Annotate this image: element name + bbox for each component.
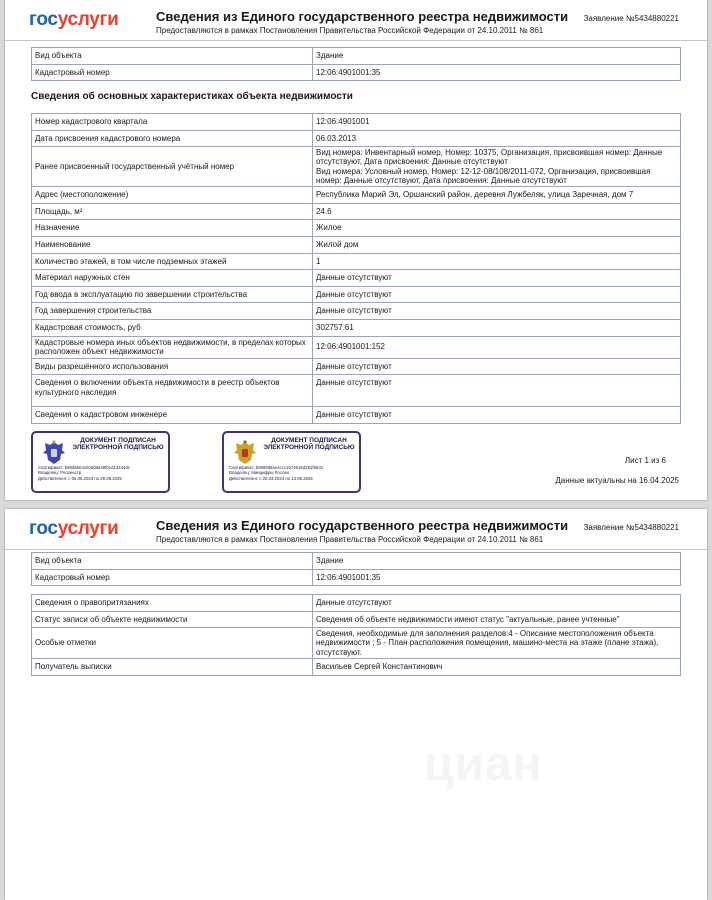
table-row [32,553,681,570]
logo-part-gos: гос [29,518,58,539]
row-value: Жилой дом [313,236,681,253]
row-value: Здание [313,48,681,65]
row-value: Здание [313,553,681,570]
row-label: Материал наружных стен [32,270,313,287]
stamp-details [38,465,166,481]
document-title: Сведения из Единого государственного реестра недвижимости [156,518,569,533]
document-page-1 [5,0,707,500]
row-value: 12:06:4901001:35 [313,64,681,81]
document-page-2 [5,509,707,900]
row-label: Статус записи об объекте недвижимости [32,611,313,628]
row-label: Виды разрешённого использования [32,358,313,375]
row-label: Год завершения строительства [32,303,313,320]
table-row [32,64,681,81]
row-value: 24.6 [313,203,681,220]
coat-of-arms-icon [232,439,258,467]
row-value: Вид номера: Инвентарный номер, Номер: 10375, Организация, присвоившая номер: Данные отсутствуют, Дата присвоения: Данные отсутствуют Вид номера: Условный номер, Номер: 12-12-08/108/2011-072, Организация, присвоившая номер: Данные отсутствуют, Дата присвоения: Данные отсутствуют [313,147,681,187]
table-row [32,303,681,320]
row-label: Назначение [32,220,313,237]
data-actuality-date: Данные актуальны на 16.04.2025 [555,476,679,485]
object-table [31,552,681,586]
row-value: Данные отсутствуют [313,358,681,375]
e-signature-stamp-rosreestr [31,431,170,493]
table-row [32,659,681,676]
row-label: Вид объекта [32,553,313,570]
row-value: 06.03.2013 [313,130,681,147]
stamp-title: ДОКУМЕНТ ПОДПИСАН ЭЛЕКТРОННОЙ ПОДПИСЬЮ [72,437,164,452]
stamp-title: ДОКУМЕНТ ПОДПИСАН ЭЛЕКТРОННОЙ ПОДПИСЬЮ [263,437,355,452]
row-value: 12:06:4901001:152 [313,336,681,358]
row-value: Васильев Сергей Константинович [313,659,681,676]
row-value: Данные отсутствуют [313,375,681,407]
e-signature-stamp-mintsifry [222,431,361,493]
section-title: Сведения об основных характеристиках объекта недвижимости [31,91,353,102]
row-value: Данные отсутствуют [313,286,681,303]
table-row [32,253,681,270]
row-label: Сведения о правопритязаниях [32,595,313,612]
row-value: Данные отсутствуют [313,270,681,287]
row-label: Ранее присвоенный государственный учётный номер [32,147,313,187]
stamp-details [229,465,357,481]
table-row [32,319,681,336]
table-row [32,220,681,237]
watermark [424,740,543,790]
row-label: Особые отметки [32,628,313,659]
row-value: Сведения об объекте недвижимости имеют статус "актуальные, ранее учтенные" [313,611,681,628]
table-row [32,114,681,131]
row-label: Сведения о кадастровом инженере [32,407,313,424]
statement-number: Заявление №5434880221 [583,14,679,23]
table-row [32,336,681,358]
table-row [32,270,681,287]
row-label: Сведения о включении объекта недвижимости в реестр объектов культурного наследия [32,375,313,407]
row-label: Площадь, м² [32,203,313,220]
table-row [32,236,681,253]
stamp-owner: Владелец: Росреестр [38,470,82,476]
row-label: Количество этажей, в том числе подземных этажей [32,253,313,270]
stamp-owner: Владелец: Минцифры России [229,470,289,476]
row-label: Вид объекта [32,48,313,65]
table-row [32,375,681,407]
row-label: Получатель выписки [32,659,313,676]
row-label: Наименование [32,236,313,253]
characteristics-table [31,113,681,424]
row-label: Год ввода в эксплуатацию по завершении строительства [32,286,313,303]
row-label: Номер кадастрового квартала [32,114,313,131]
logo-part-uslugi: услуги [57,518,119,539]
row-label: Кадастровый номер [32,569,313,586]
table-row [32,130,681,147]
table-row [32,48,681,65]
document-subtitle: Предоставляются в рамках Постановления Правительства Российской Федерации от 24.10.2011 № 861 [156,26,544,35]
stamp-validity: Действителен: с 05.06.2024 по 29.08.2025 [38,475,122,481]
row-value: Сведения, необходимые для заполнения разделов:4 - Описание местоположения объекта недвижимости ; 5 - План расположения помещения, машино-места на этаже (плане этажа), отсутствуют. [313,628,681,659]
table-row [32,203,681,220]
table-row [32,595,681,612]
stamp-certificate: Сертификат: b0599d8ee4ccc1b74616d291f9531 [229,465,324,470]
row-value: 1 [313,253,681,270]
row-label: Кадастровая стоимость, руб [32,319,313,336]
row-value: Жилое [313,220,681,237]
table-row [32,407,681,424]
document-subtitle: Предоставляются в рамках Постановления Правительства Российской Федерации от 24.10.2011 № 861 [156,535,544,544]
gosuslugi-logo [29,9,119,31]
stamp-validity: Действителен: с 20.03.2024 по 13.06.2025 [229,475,313,481]
logo-part-gos: гос [29,9,58,30]
row-label: Кадастровые номера иных объектов недвижимости, в пределах которых расположен объект недвижимости [32,336,313,358]
row-value: Данные отсутствуют [313,303,681,320]
row-value: Республика Марий Эл, Оршанский район, деревня Лужбеляк, улица Заречная, дом 7 [313,187,681,204]
stamp-certificate: Сертификат: b88d5604cb0dd8a49f01d13444dc [38,465,130,470]
row-value: 12:06:4901001 [313,114,681,131]
table-row [32,187,681,204]
gosuslugi-logo [29,518,119,540]
page-header [5,509,707,550]
table-row [32,358,681,375]
document-title: Сведения из Единого государственного реестра недвижимости [156,9,569,24]
rights-table [31,594,681,676]
table-row [32,147,681,187]
page-header [5,0,707,41]
row-value: Данные отсутствуют [313,595,681,612]
row-label: Кадастровый номер [32,64,313,81]
table-row [32,628,681,659]
statement-number: Заявление №5434880221 [583,523,679,532]
row-value: 302757.61 [313,319,681,336]
page-number: Лист 1 из 6 [624,456,666,465]
table-row [32,611,681,628]
coat-of-arms-icon [41,439,67,467]
row-value: 12:06:4901001:35 [313,569,681,586]
logo-part-uslugi: услуги [57,9,119,30]
table-row [32,569,681,586]
object-table [31,47,681,81]
table-row [32,286,681,303]
row-label: Адрес (местоположение) [32,187,313,204]
row-value: Данные отсутствуют [313,407,681,424]
row-label: Дата присвоения кадастрового номера [32,130,313,147]
